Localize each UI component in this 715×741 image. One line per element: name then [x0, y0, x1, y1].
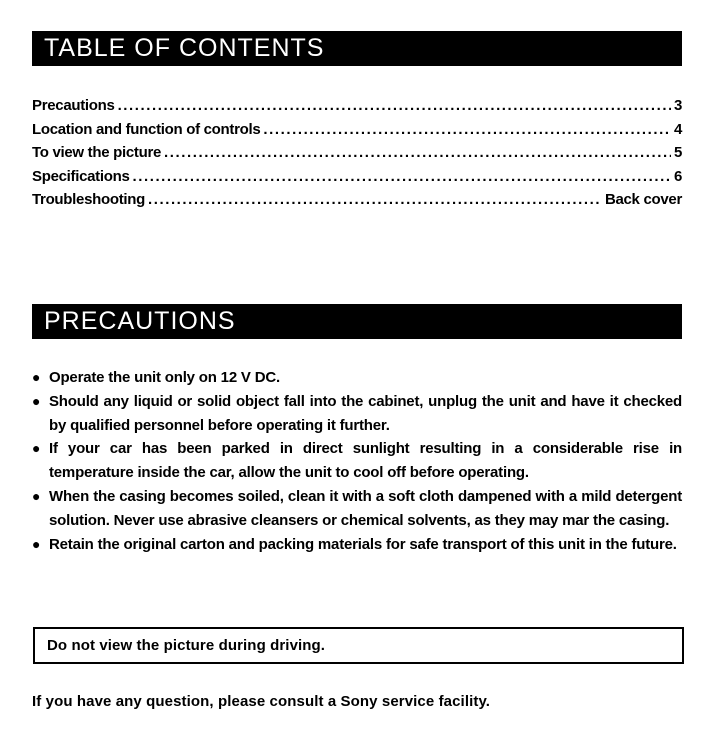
toc-entry	[32, 188, 682, 212]
toc-entry	[32, 141, 682, 165]
toc-entry-title: Location and function of controls	[32, 120, 261, 138]
toc-entry-title: Precautions	[32, 97, 115, 114]
toc-leader-dots	[118, 94, 671, 118]
toc-entry-title: Specifications	[32, 167, 130, 185]
bullet-icon: ●	[32, 535, 41, 552]
precaution-text: Operate the unit only on 12 V DC.	[49, 369, 280, 386]
precaution-item	[32, 533, 682, 557]
toc-leader-dots	[164, 141, 671, 165]
precautions-heading: PRECAUTIONS	[32, 304, 682, 339]
precaution-item	[32, 485, 682, 533]
precaution-text: When the casing becomes soiled, clean it with a soft cloth dampened with a mild detergent solution. Never use abrasive cleansers or chemical solvents, as they may mar the casing.	[49, 487, 682, 529]
toc-entry-page: 4	[673, 120, 682, 138]
toc-leader-dots	[148, 188, 602, 212]
bullet-icon: ●	[32, 440, 41, 457]
toc-entry-page: 6	[673, 167, 682, 185]
toc-leader-dots	[263, 118, 671, 142]
precaution-text: If your car has been parked in direct sunlight resulting in a considerable rise in temperature inside the car, allow the unit to cool off before operating.	[49, 440, 682, 482]
service-note: If you have any question, please consult a Sony service facility.	[32, 693, 491, 710]
precaution-item	[32, 390, 682, 438]
toc-entry-page: 3	[673, 97, 682, 114]
driving-warning-box: Do not view the picture during driving.	[33, 627, 684, 664]
bullet-icon: ●	[32, 392, 41, 409]
toc-entry-page: Back cover	[604, 191, 682, 209]
toc-heading: TABLE OF CONTENTS	[32, 31, 682, 66]
toc-entry	[32, 118, 682, 142]
toc-entry	[32, 94, 682, 118]
bullet-icon: ●	[32, 487, 41, 504]
toc-leader-dots	[133, 165, 671, 189]
bullet-icon: ●	[32, 369, 41, 385]
toc-entry-page: 5	[673, 144, 682, 162]
toc-entry-title: Troubleshooting	[32, 191, 145, 209]
precaution-text: Should any liquid or solid object fall into the cabinet, unplug the unit and have it checked by qualified personnel before operating it further.	[49, 392, 682, 434]
precaution-text: Retain the original carton and packing materials for safe transport of this unit in the future.	[49, 535, 677, 553]
toc-list	[32, 94, 682, 212]
precautions-list	[32, 366, 682, 556]
toc-entry	[32, 165, 682, 189]
precaution-item	[32, 437, 682, 485]
toc-entry-title: To view the picture	[32, 144, 162, 162]
precaution-item	[32, 366, 682, 390]
